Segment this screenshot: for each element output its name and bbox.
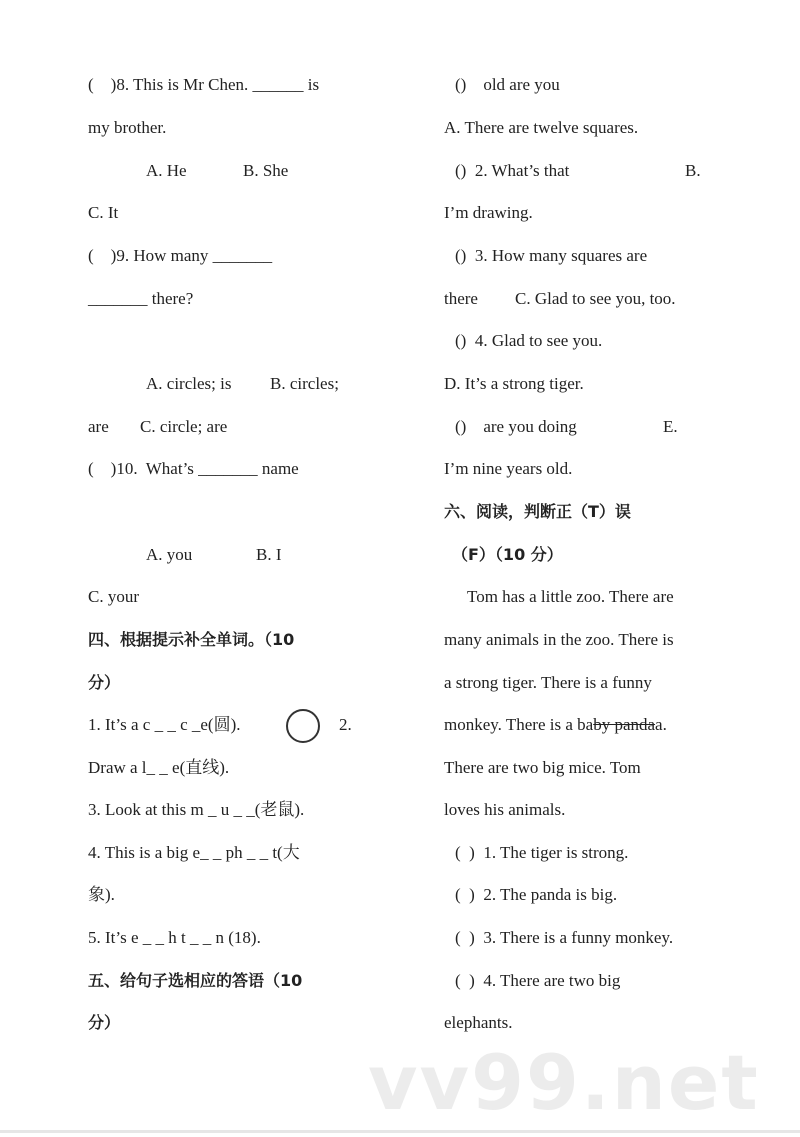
section-5-heading: 五、给句子选相应的答语（10: [88, 971, 303, 990]
watermark: vv99.net: [368, 1038, 760, 1127]
tf-item-4: ( ) 4. There are two big: [455, 971, 621, 990]
passage-line: [444, 714, 667, 736]
answer-b-label: B.: [685, 161, 701, 180]
match-item-3-cont: there: [444, 289, 478, 308]
question-8-cont: my brother.: [88, 118, 167, 137]
word-item-2: Draw a l_ _ e(直线).: [88, 758, 230, 777]
answer-e: I’m nine years old.: [444, 459, 573, 478]
section-6-heading: 六、阅读，判断正（T）误: [444, 502, 631, 521]
question-8: ( )8. This is Mr Chen. ______ is: [88, 75, 320, 94]
tf-item-2: ( ) 2. The panda is big.: [455, 885, 618, 904]
tf-item-3: ( ) 3. There is a funny monkey.: [455, 928, 674, 947]
section-4-heading: 四、根据提示补全单词。（10: [88, 630, 295, 649]
word-item-2-number: 2.: [339, 715, 352, 734]
answer-e-label: E.: [663, 417, 678, 436]
section-6-heading-cont: （F）（10 分）: [452, 545, 563, 564]
answer-a: A. There are twelve squares.: [444, 118, 639, 137]
question-9-cont: _______ there?: [88, 289, 194, 308]
word-item-1: 1. It’s a c _ _ c _e(圆).: [88, 715, 241, 734]
option-c: C. your: [88, 587, 139, 606]
match-item-3: () 3. How many squares are: [455, 246, 648, 265]
question-9: ( )9. How many _______: [88, 246, 273, 265]
tf-item-4-cont: elephants.: [444, 1013, 513, 1032]
word-item-4-cont: 象).: [88, 885, 115, 904]
option-b: B. circles;: [270, 374, 339, 393]
option-b: B. She: [243, 161, 289, 180]
answer-d: D. It’s a strong tiger.: [444, 374, 584, 393]
section-4-heading-cont: 分）: [88, 673, 121, 692]
section-5-heading-cont: 分）: [88, 1013, 121, 1032]
question-10: ( )10. What’s _______ name: [88, 459, 299, 478]
option-c: C. circle; are: [140, 417, 228, 436]
passage-text: a.: [655, 715, 667, 734]
passage-text: monkey. There is a ba: [444, 715, 594, 734]
passage-line: a strong tiger. There is a funny: [444, 673, 652, 692]
circle-figure: [286, 709, 320, 743]
word-item-3: 3. Look at this m _ u _ _(老鼠).: [88, 800, 305, 819]
option-b: B. I: [256, 545, 282, 564]
match-item-4: () 4. Glad to see you.: [455, 331, 603, 350]
tf-item-1: ( ) 1. The tiger is strong.: [455, 843, 629, 862]
page-bottom-divider: [0, 1130, 800, 1133]
option-c: C. It: [88, 203, 119, 222]
passage-line: many animals in the zoo. There is: [444, 630, 674, 649]
option-b-cont: are: [88, 417, 109, 436]
word-item-4: 4. This is a big e_ _ ph _ _ t(大: [88, 843, 300, 862]
option-a: A. you: [146, 545, 193, 564]
word-item-5: 5. It’s e _ _ h t _ _ n (18).: [88, 928, 261, 947]
answer-c: C. Glad to see you, too.: [515, 289, 676, 308]
answer-b: I’m drawing.: [444, 203, 533, 222]
match-item-2: () 2. What’s that: [455, 161, 570, 180]
passage-line: There are two big mice. Tom: [444, 758, 641, 777]
option-a: A. circles; is: [146, 374, 232, 393]
passage-line: Tom has a little zoo. There are: [467, 587, 674, 606]
struck-text: by panda: [593, 715, 656, 734]
match-item-1: () old are you: [455, 75, 560, 94]
passage-line: loves his animals.: [444, 800, 566, 819]
match-item-5: () are you doing: [455, 417, 577, 436]
option-a: A. He: [146, 161, 187, 180]
